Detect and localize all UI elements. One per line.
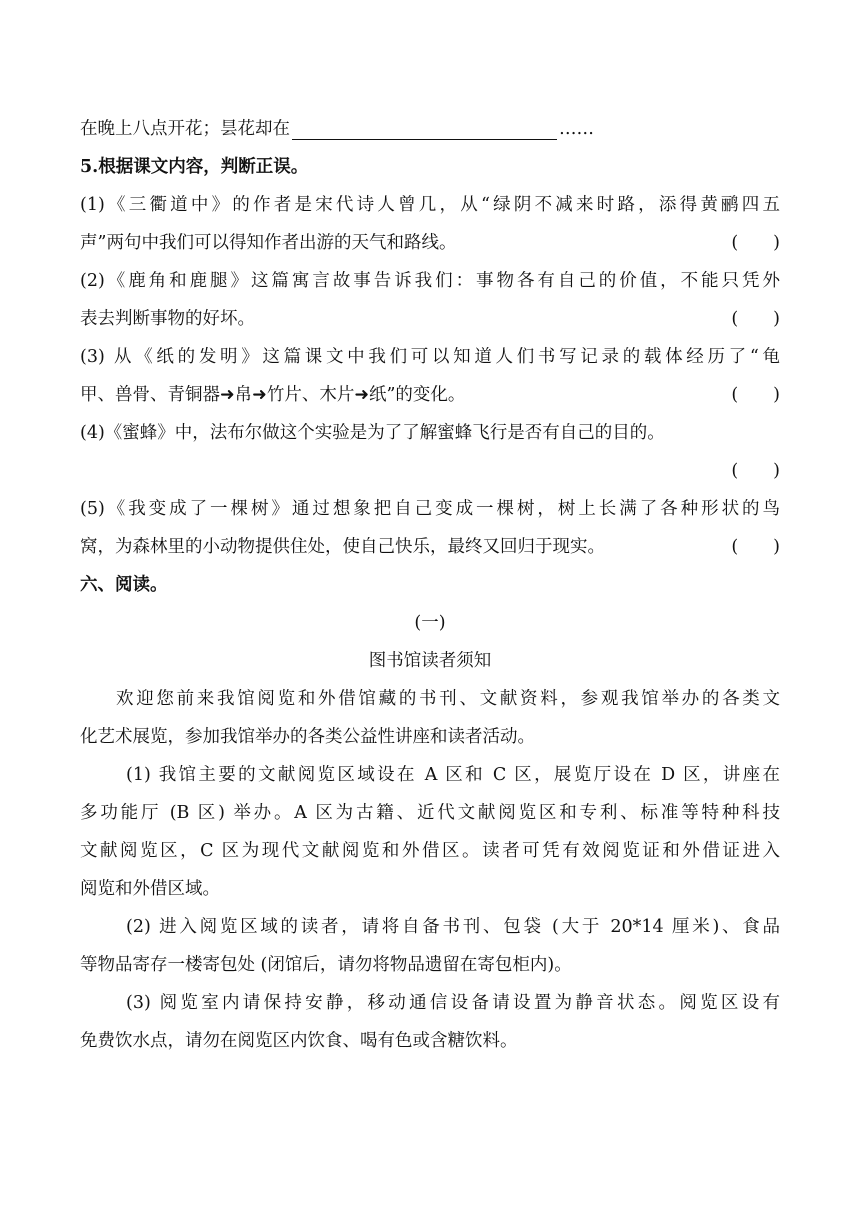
intro-line-1: 欢迎您前来我馆阅览和外借馆藏的书刊、文献资料，参观我馆举办的各类文 bbox=[116, 689, 780, 709]
q5-item-5-line-1: (5)《我变成了一棵树》通过想象把自己变成一棵树，树上长满了各种形状的鸟 bbox=[80, 499, 780, 519]
rule1-line-2: 多功能厅 (B 区) 举办。A 区为古籍、近代文献阅览区和专利、标准等特种科技 bbox=[80, 803, 780, 823]
rule3-line-2: 免费饮水点，请勿在阅览区内饮食、喝有色或含糖饮料。 bbox=[80, 1031, 518, 1051]
q4-tail-ellipsis: …… bbox=[559, 119, 594, 139]
q5-item-2-line-1: (2)《鹿角和鹿腿》这篇寓言故事告诉我们：事物各有自己的价值，不能只凭外 bbox=[80, 271, 780, 291]
rule3-line-1: (3) 阅览室内请保持安静，移动通信设备请设置为静音状态。阅览区设有 bbox=[126, 993, 780, 1013]
answer-paren-2[interactable]: ( ) bbox=[731, 309, 780, 329]
answer-paren-3[interactable]: ( ) bbox=[731, 385, 780, 405]
section-6-heading: 六、阅读。 bbox=[80, 575, 168, 595]
q4-tail-text: 在晚上八点开花；昙花却在 bbox=[80, 119, 290, 139]
rule1-line-4: 阅览和外借区域。 bbox=[80, 879, 220, 899]
q5-item-1-line-2: 声”两句中我们可以得知作者出游的天气和路线。 bbox=[80, 233, 457, 253]
intro-line-2: 化艺术展览，参加我馆举办的各类公益性讲座和读者活动。 bbox=[80, 727, 535, 747]
q5-heading: 5.根据课文内容，判断正误。 bbox=[80, 157, 309, 177]
q5-item-4-line-1: (4)《蜜蜂》中，法布尔做这个实验是为了了解蜜蜂飞行是否有自己的目的。 bbox=[80, 423, 665, 443]
q5-item-4-paren-row bbox=[80, 452, 780, 490]
q5-item-2-line-2-row bbox=[80, 300, 780, 338]
q5-item-1-line-2-row bbox=[80, 224, 780, 262]
answer-paren-4[interactable]: ( ) bbox=[731, 461, 780, 481]
q5-item-2-line-2: 表去判断事物的好坏。 bbox=[80, 309, 255, 329]
q5-item-5-line-2-row bbox=[80, 528, 780, 566]
q5-item-5-line-2: 窝，为森林里的小动物提供住处，使自己快乐，最终又回归于现实。 bbox=[80, 537, 605, 557]
q5-item-1-line-1: (1)《三衢道中》的作者是宋代诗人曾几，从“绿阴不减来时路，添得黄鹂四五 bbox=[80, 195, 780, 215]
rule2-line-2: 等物品寄存一楼寄包处 (闭馆后，请勿将物品遗留在寄包柜内)。 bbox=[80, 955, 572, 975]
rule2-line-1: (2) 进入阅览区域的读者，请将自备书刊、包袋 (大于 20*14 厘米)、食品 bbox=[126, 917, 780, 937]
worksheet-page bbox=[80, 110, 780, 1060]
q4-tail-line bbox=[80, 110, 780, 148]
q5-item-3-line-2: 甲、兽骨、青铜器➜帛➜竹片、木片➜纸”的变化。 bbox=[80, 385, 466, 405]
answer-paren-5[interactable]: ( ) bbox=[731, 537, 780, 557]
reading-part-label: (一) bbox=[414, 613, 446, 633]
reading-title: 图书馆读者须知 bbox=[368, 651, 492, 671]
q5-item-3-line-1: (3) 从《纸的发明》这篇课文中我们可以知道人们书写记录的载体经历了“龟 bbox=[80, 347, 780, 367]
rule1-line-1: (1) 我馆主要的文献阅览区域设在 A 区和 C 区，展览厅设在 D 区，讲座在 bbox=[126, 765, 780, 785]
answer-blank[interactable] bbox=[292, 117, 557, 140]
answer-paren-1[interactable]: ( ) bbox=[731, 233, 780, 253]
rule1-line-3: 文献阅览区，C 区为现代文献阅览和外借区。读者可凭有效阅览证和外借证进入 bbox=[80, 841, 780, 861]
q5-item-3-line-2-row bbox=[80, 376, 780, 414]
